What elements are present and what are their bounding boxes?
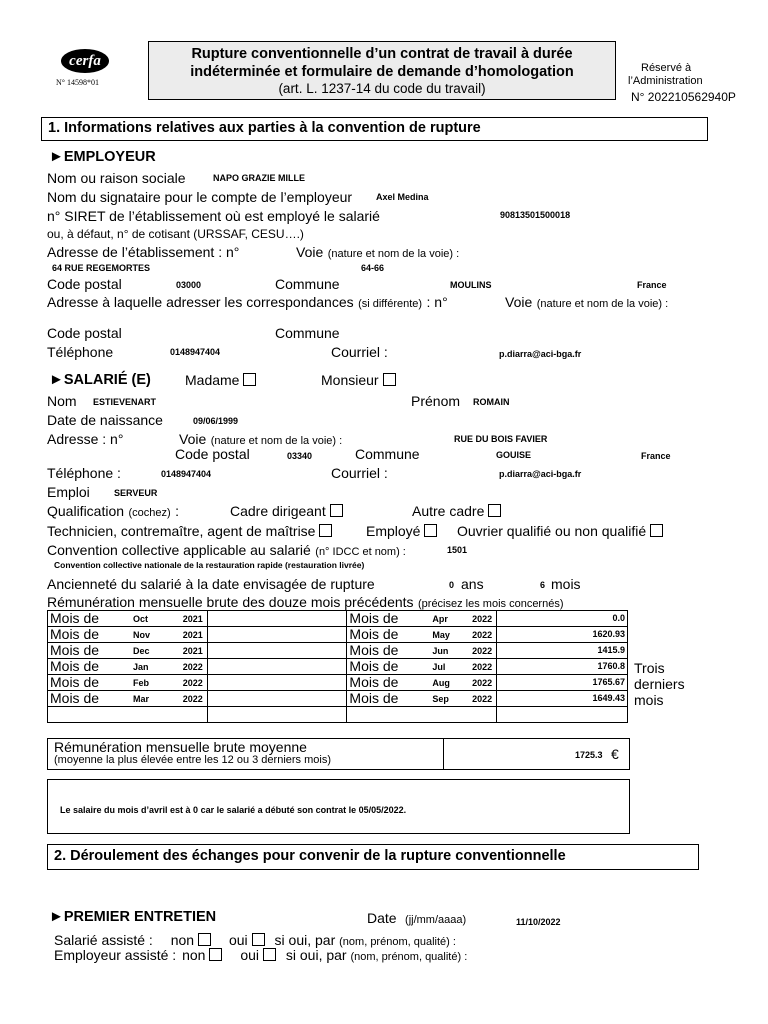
month-row-label: Mois de — [50, 674, 100, 690]
table-row — [48, 675, 628, 691]
reserved-line-2: l’Administration — [628, 75, 703, 87]
left-month-year: 2022 — [182, 662, 203, 672]
meeting-date-label: Date (jj/mm/aaaa) — [367, 910, 467, 926]
month-row-label: Mois de — [50, 610, 100, 626]
employee-prenom-value[interactable]: ROMAIN — [473, 397, 510, 407]
employee-address-label: Adresse : n° — [47, 431, 124, 447]
salarie-oui-checkbox[interactable] — [252, 933, 265, 946]
month-row-label: Mois de — [50, 626, 100, 642]
empty-cell[interactable] — [48, 707, 208, 723]
cotisant-label: ou, à défaut, n° de cotisant (URSSAF, CESU….) — [47, 227, 304, 241]
section-2-title: 2. Déroulement des échanges pour convenir de la rupture conventionnelle — [54, 848, 566, 864]
table-row — [48, 691, 628, 707]
empty-cell[interactable] — [207, 707, 347, 723]
option-technicien[interactable]: Technicien, contremaître, agent de maîtrise — [47, 523, 332, 539]
right-month-year: 2022 — [472, 694, 493, 704]
month-row-label: Mois de — [349, 610, 399, 626]
left-month-name: Nov — [133, 630, 151, 640]
employer-voie-label: Voie (nature et nom de la voie) : — [296, 244, 460, 260]
table-row — [48, 659, 628, 675]
ouvrier-checkbox[interactable] — [650, 524, 663, 537]
right-month-cell[interactable] — [347, 627, 497, 643]
month-row-label: Mois de — [349, 690, 399, 706]
employer-signatory-label: Nom du signataire pour le compte de l’employeur — [47, 189, 353, 205]
cerfa-logo: cerfa — [61, 49, 109, 73]
reserved-number: N° 202210562940P — [631, 90, 736, 104]
employer-street-number[interactable]: 64 RUE REGEMORTES — [52, 263, 151, 273]
madame-checkbox[interactable] — [243, 373, 256, 386]
employer-country-value[interactable]: France — [637, 280, 667, 290]
table-row — [48, 627, 628, 643]
month-row-label: Mois de — [50, 690, 100, 706]
month-row-label: Mois de — [50, 658, 100, 674]
employer-name-value[interactable]: NAPO GRAZIE MILLE — [213, 173, 305, 183]
title-line-2: indéterminée et formulaire de demande d’homologation — [190, 64, 574, 80]
title-line-3: (art. L. 1237-14 du code du travail) — [278, 81, 486, 96]
right-month-name: Aug — [432, 678, 450, 688]
average-value[interactable]: 1725.3 — [575, 750, 603, 760]
form-title-box — [148, 41, 616, 100]
left-month-name: Oct — [133, 614, 149, 624]
average-divider — [443, 739, 444, 769]
left-month-year: 2022 — [182, 694, 203, 704]
arrow-right-icon: ► — [49, 908, 64, 925]
monsieur-option[interactable]: Monsieur — [321, 372, 396, 388]
empty-cell[interactable] — [497, 707, 628, 723]
salary-table — [47, 610, 628, 723]
right-month-name: Apr — [432, 614, 448, 624]
right-month-year: 2022 — [472, 630, 493, 640]
correspondence-postal-label: Code postal — [47, 325, 122, 341]
correspondence-voie-label: Voie (nature et nom de la voie) : — [505, 294, 669, 310]
employer-heading: ►EMPLOYEUR — [49, 148, 156, 165]
salarie-assiste-row: Salarié assisté : non oui si oui, par (nom, prénom, qualité) : — [54, 932, 456, 948]
section-1-box — [41, 117, 708, 141]
employee-heading: ►SALARIÉ (E) — [49, 371, 151, 388]
right-salary-value[interactable]: 1415.9 — [497, 643, 628, 659]
currency-symbol: € — [611, 746, 619, 762]
employer-postal-value[interactable]: 03000 — [176, 280, 202, 290]
cadre-dirigeant-checkbox[interactable] — [330, 504, 343, 517]
month-row-label: Mois de — [349, 642, 399, 658]
left-month-cell[interactable] — [48, 627, 208, 643]
siret-value[interactable]: 90813501500018 — [500, 210, 571, 220]
employee-phone-label: Téléphone : — [47, 465, 121, 481]
right-month-cell[interactable] — [347, 643, 497, 659]
employer-address-label: Adresse de l’établissement : n° — [47, 244, 240, 260]
employer-signatory-value[interactable]: Axel Medina — [376, 192, 429, 202]
idcc-value[interactable]: 1501 — [447, 545, 468, 555]
left-month-name: Mar — [133, 694, 150, 704]
left-month-year: 2021 — [182, 646, 203, 656]
section-1-title: 1. Informations relatives aux parties à la convention de rupture — [48, 120, 481, 136]
right-salary-value[interactable]: 1620.93 — [497, 627, 628, 643]
option-employe[interactable]: Employé — [366, 523, 437, 539]
employer-commune-value[interactable]: MOULINS — [450, 280, 492, 290]
right-month-cell[interactable] — [347, 659, 497, 675]
autre-cadre-checkbox[interactable] — [488, 504, 501, 517]
right-month-year: 2022 — [472, 678, 493, 688]
employer-email-label: Courriel : — [331, 344, 388, 360]
right-month-year: 2022 — [472, 662, 493, 672]
form-number: N° 14598*01 — [56, 78, 99, 87]
left-salary-value[interactable] — [207, 659, 347, 675]
employer-phone-label: Téléphone — [47, 344, 114, 360]
right-salary-value[interactable]: 1760.8 — [497, 659, 628, 675]
average-box — [47, 738, 630, 770]
employee-email-value[interactable]: p.diarra@aci-bga.fr — [499, 469, 582, 479]
right-salary-value[interactable]: 0.0 — [497, 611, 628, 627]
month-row-label: Mois de — [50, 642, 100, 658]
remuneration-label: Rémunération mensuelle brute des douze mois précédents (précisez les mois concernés) — [47, 594, 564, 610]
left-month-cell[interactable] — [48, 675, 208, 691]
seniority-months-value[interactable]: 6 — [540, 580, 546, 590]
month-row-label: Mois de — [349, 626, 399, 642]
employee-nom-label: Nom — [47, 393, 77, 409]
title-line-1: Rupture conventionnelle d’un contrat de travail à durée — [191, 46, 573, 62]
right-month-year: 2022 — [472, 646, 493, 656]
right-month-cell[interactable] — [347, 611, 497, 627]
years-label: ans — [461, 576, 484, 592]
left-month-year: 2022 — [182, 678, 203, 688]
qualification-label: Qualification (cochez) : — [47, 503, 180, 519]
month-row-label: Mois de — [349, 658, 399, 674]
employeur-non-checkbox[interactable] — [209, 948, 222, 961]
convention-name-value[interactable]: Convention collective nationale de la restauration rapide (restauration livrée) — [54, 560, 365, 570]
dob-label: Date de naissance — [47, 412, 163, 428]
right-month-name: Jul — [432, 662, 446, 672]
left-month-cell[interactable] — [48, 643, 208, 659]
arrow-right-icon: ► — [49, 371, 64, 388]
three-months-note: Trois derniers mois — [634, 660, 685, 708]
madame-option[interactable]: Madame — [185, 372, 256, 388]
employer-street[interactable]: 64-66 — [361, 263, 385, 273]
employer-phone-value[interactable]: 0148947404 — [170, 347, 221, 357]
section-2-box — [47, 844, 699, 870]
option-autre-cadre[interactable]: Autre cadre — [412, 503, 501, 519]
left-month-name: Feb — [133, 678, 150, 688]
month-row-label: Mois de — [349, 674, 399, 690]
employer-commune-label: Commune — [275, 276, 340, 292]
left-month-year: 2021 — [182, 614, 203, 624]
option-cadre-dirigeant[interactable]: Cadre dirigeant — [230, 503, 343, 519]
employee-postal-label: Code postal — [175, 446, 250, 462]
employee-commune-label: Commune — [355, 446, 420, 462]
right-month-cell[interactable] — [347, 691, 497, 707]
seniority-label: Ancienneté du salarié à la date envisagée de rupture — [47, 576, 375, 592]
employee-country-value[interactable]: France — [641, 451, 671, 461]
employee-email-label: Courriel : — [331, 465, 388, 481]
left-salary-value[interactable] — [207, 675, 347, 691]
left-salary-value[interactable] — [207, 611, 347, 627]
employee-prenom-label: Prénom — [411, 393, 461, 409]
right-month-name: May — [432, 630, 450, 640]
dob-value[interactable]: 09/06/1999 — [193, 416, 239, 426]
left-month-cell[interactable] — [48, 691, 208, 707]
correspondence-address-label: Adresse à laquelle adresser les correspondances (si différente) : n° — [47, 294, 448, 310]
employee-voie-label: Voie (nature et nom de la voie) : — [179, 431, 343, 447]
left-month-name: Dec — [133, 646, 150, 656]
employee-street-value[interactable]: RUE DU BOIS FAVIER — [454, 434, 548, 444]
technicien-checkbox[interactable] — [319, 524, 332, 537]
right-month-cell[interactable] — [347, 675, 497, 691]
table-row — [48, 643, 628, 659]
table-row — [48, 611, 628, 627]
table-row — [48, 707, 628, 723]
left-salary-value[interactable] — [207, 691, 347, 707]
right-month-name: Sep — [432, 694, 449, 704]
employee-commune-value[interactable]: GOUISE — [496, 450, 532, 460]
reserved-line-1: Réservé à — [641, 62, 692, 74]
employee-nom-value[interactable]: ESTIEVENART — [93, 397, 157, 407]
job-label: Emploi — [47, 484, 90, 500]
empty-cell[interactable] — [347, 707, 497, 723]
employeur-assiste-row: Employeur assisté : non oui si oui, par (nom, prénom, qualité) : — [54, 947, 468, 963]
average-label: Rémunération mensuelle brute moyenne — [54, 739, 307, 755]
employe-checkbox[interactable] — [424, 524, 437, 537]
option-ouvrier[interactable]: Ouvrier qualifié ou non qualifié — [457, 523, 663, 539]
employee-postal-value[interactable]: 03340 — [287, 451, 313, 461]
right-salary-value[interactable]: 1765.67 — [497, 675, 628, 691]
left-salary-value[interactable] — [207, 643, 347, 659]
remark-text: Le salaire du mois d’avril est à 0 car le salarié a débuté son contrat le 05/05/2022. — [60, 805, 407, 815]
left-month-name: Jan — [133, 662, 149, 672]
convention-label: Convention collective applicable au salarié (n° IDCC et nom) : — [47, 542, 406, 558]
salarie-non-checkbox[interactable] — [198, 933, 211, 946]
left-month-year: 2021 — [182, 630, 203, 640]
left-salary-value[interactable] — [207, 627, 347, 643]
correspondence-commune-label: Commune — [275, 325, 340, 341]
employeur-oui-checkbox[interactable] — [263, 948, 276, 961]
right-month-name: Jun — [432, 646, 449, 656]
remark-box[interactable] — [47, 779, 630, 834]
right-month-year: 2022 — [472, 614, 493, 624]
left-month-cell[interactable] — [48, 611, 208, 627]
employee-phone-value[interactable]: 0148947404 — [161, 469, 212, 479]
months-label: mois — [551, 576, 581, 592]
first-meeting-heading: ►PREMIER ENTRETIEN — [49, 908, 217, 925]
arrow-right-icon: ► — [49, 148, 64, 165]
meeting-date-value[interactable]: 11/10/2022 — [516, 917, 561, 927]
monsieur-checkbox[interactable] — [383, 373, 396, 386]
employer-postal-label: Code postal — [47, 276, 122, 292]
right-salary-value[interactable]: 1649.43 — [497, 691, 628, 707]
employer-name-label: Nom ou raison sociale — [47, 170, 186, 186]
average-hint: (moyenne la plus élevée entre les 12 ou 3 derniers mois) — [54, 754, 331, 766]
left-month-cell[interactable] — [48, 659, 208, 675]
siret-label: n° SIRET de l’établissement où est employé le salarié — [47, 208, 380, 224]
job-value[interactable]: SERVEUR — [114, 488, 158, 498]
employer-email-value[interactable]: p.diarra@aci-bga.fr — [499, 349, 582, 359]
seniority-years-value[interactable]: 0 — [449, 580, 455, 590]
